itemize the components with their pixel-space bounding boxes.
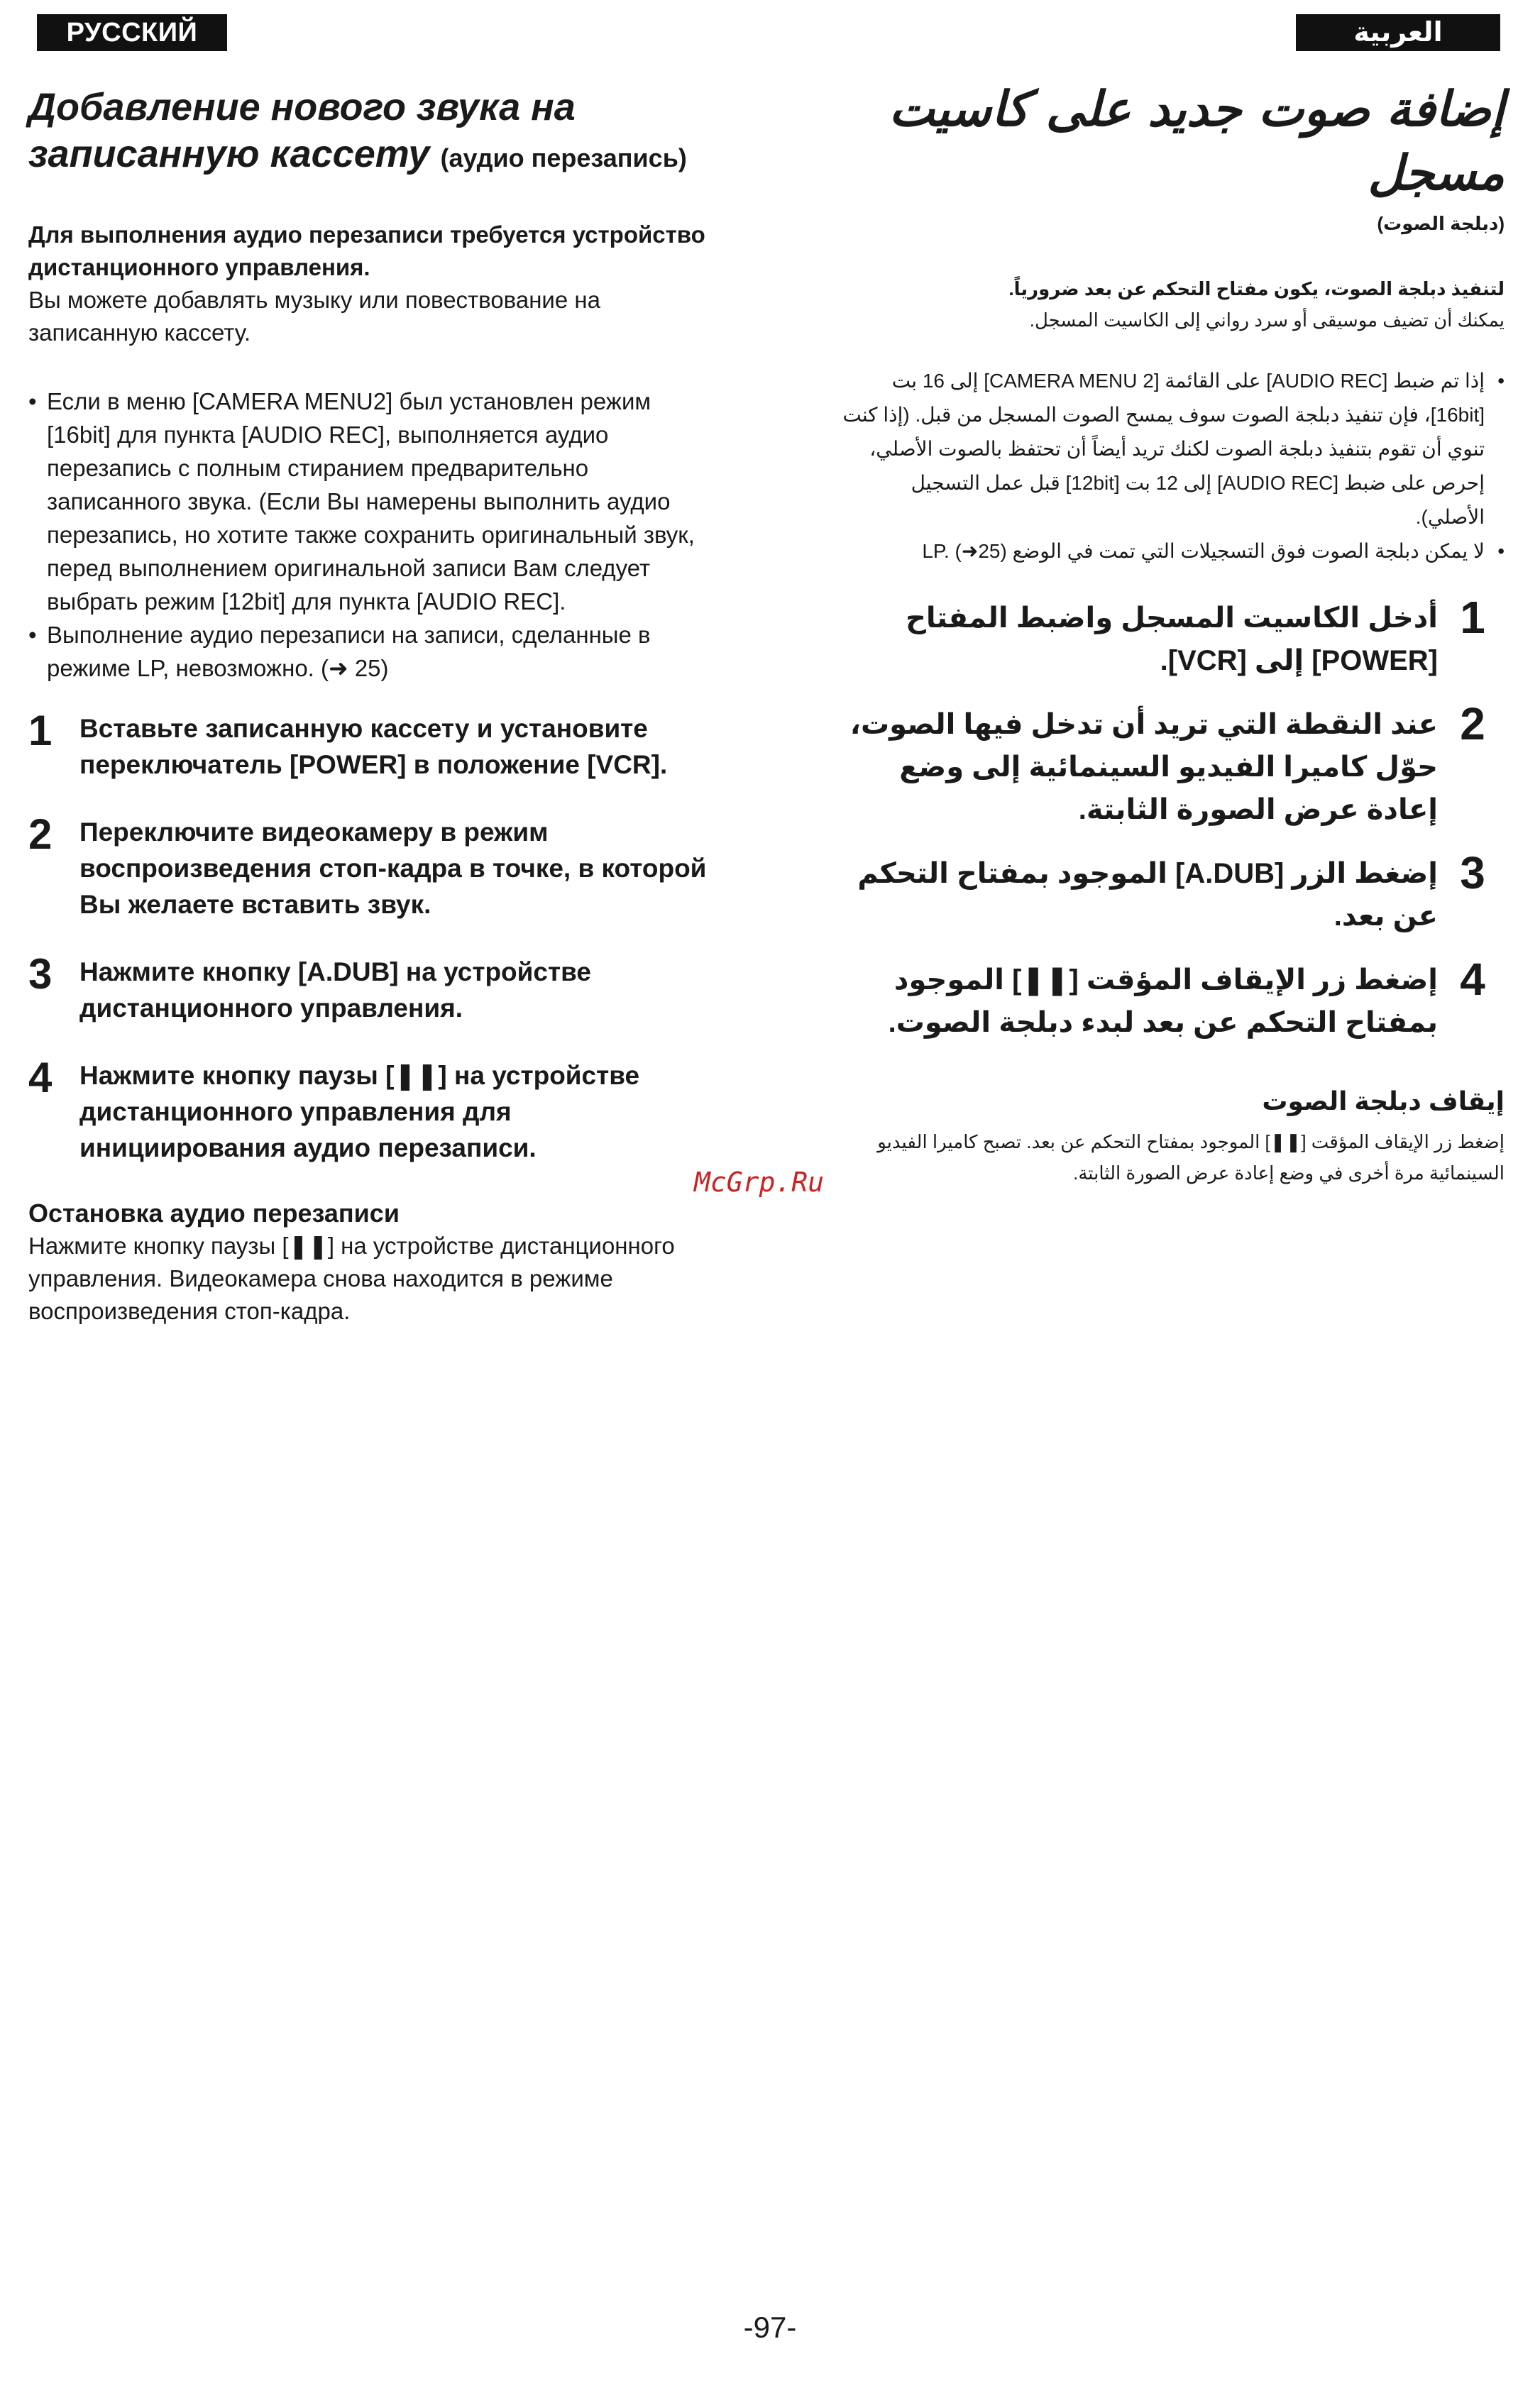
step-item: 1 أدخل الكاسيت المسجل واضبط المفتاح [POWER] إلى [VCR].: [906, 592, 1485, 676]
russian-column: [28, 84, 710, 1328]
arabic-notes: [837, 364, 1505, 568]
list-item: • Выполнение аудио перезаписи на записи, сделанные в режиме LP, невозможно. (➜ 25): [28, 622, 651, 681]
russian-notes: [28, 385, 710, 685]
russian-stop-text: Нажмите кнопку паузы [❚❚] на устройстве дистанционного управления. Видеокамера снова находится в режиме воспроизведения стоп-кадра.: [28, 1233, 675, 1324]
list-item: • لا يمكن دبلجة الصوت فوق التسجيلات التي تمت في الوضع LP. (➜25): [922, 540, 1505, 562]
step-item: 1 Вставьте записанную кассету и установите переключатель [POWER] в положение [VCR].: [28, 707, 668, 779]
russian-title-sub: (аудио перезапись): [440, 143, 687, 172]
arabic-title: إضافة صوت جديد على كاسيت مسجل: [889, 82, 1505, 202]
list-item: • إذا تم ضبط [AUDIO REC] على القائمة [CAMERA MENU 2] إلى 16 بت [16bit]، فإن تنفيذ دبلجة الصوت سوف يمسح الصوت المسجل من قبل. (إذا كنت تنوي أن تقوم بتنفيذ دبلجة الصوت لكنك تريد أيضاً أن تحتفظ بالصوت الأصلي، إحرص على ضبط [AUDIO REC] إلى 12 بت [12bit] قبل عمل التسجيل الأصلي).: [842, 370, 1505, 528]
arabic-subtitle: (دبلجة الصوت): [1377, 213, 1505, 234]
step-item: 4 إضغط زر الإيقاف المؤقت [❚❚] الموجود بمفتاح التحكم عن بعد لبدء دبلجة الصوت.: [888, 954, 1485, 1038]
language-tab-arabic: العربية: [1296, 14, 1500, 51]
russian-steps: [28, 707, 710, 1166]
arabic-steps: [837, 592, 1505, 1044]
step-item: 3 Нажмите кнопку [A.DUB] на устройстве дистанционного управления.: [28, 950, 591, 1023]
russian-title: Добавление нового звука на записанную кассету (аудио перезапись): [28, 86, 687, 175]
step-item: 3 إضغط الزر [A.DUB] الموجود بمفتاح التحكم عن بعد.: [857, 847, 1485, 932]
list-item: • Если в меню [CAMERA MENU2] был установлен режим [16bit] для пункта [AUDIO REC], выполняется аудио перезапись с полным стиранием предварительно записанного звука. (Если Вы намерены выполнить аудио перезапись, но хотите также сохранить оригинальный звук, перед выполнением оригинальной записи Вам следует выбрать режим [12bit] для пункта [AUDIO REC].: [28, 388, 695, 615]
arabic-stop-text: إضغط زر الإيقاف المؤقت [❚❚] الموجود بمفتاح التحكم عن بعد. تصبح كاميرا الفيديو السينمائية مرة أخرى في وضع إعادة عرض الصورة الثابتة.: [877, 1131, 1505, 1184]
step-item: 2 Переключите видеокамеру в режим воспроизведения стоп-кадра в точке, в которой Вы желаете вставить звук.: [28, 810, 707, 919]
step-item: 4 Нажмите кнопку паузы [❚❚] на устройстве дистанционного управления для инициирования аудио перезаписи.: [28, 1054, 640, 1162]
russian-stop-title: Остановка аудио перезаписи: [28, 1199, 400, 1228]
language-tab-russian: РУССКИЙ ЯЗЫК: [37, 14, 227, 51]
watermark: McGrp.Ru: [694, 1167, 825, 1198]
arabic-lead: لتنفيذ دبلجة الصوت، يكون مفتاح التحكم عن بعد ضرورياً.: [1008, 278, 1505, 299]
page-number: -97-: [743, 2311, 797, 2344]
arabic-intro: يمكنك أن تضيف موسيقى أو سرد رواني إلى الكاسيت المسجل.: [1029, 309, 1505, 331]
russian-lead: Для выполнения аудио перезаписи требуется устройство дистанционного управления.: [28, 221, 705, 280]
step-item: 2 عند النقطة التي تريد أن تدخل فيها الصوت، حوّل كاميرا الفيديو السينمائية إلى وضع إعادة عرض الصورة الثابتة.: [849, 698, 1485, 825]
arabic-column: [837, 78, 1505, 1189]
arabic-stop-title: إيقاف دبلجة الصوت: [1262, 1086, 1505, 1116]
russian-intro: Вы можете добавлять музыку или повествование на записанную кассету.: [28, 287, 600, 346]
